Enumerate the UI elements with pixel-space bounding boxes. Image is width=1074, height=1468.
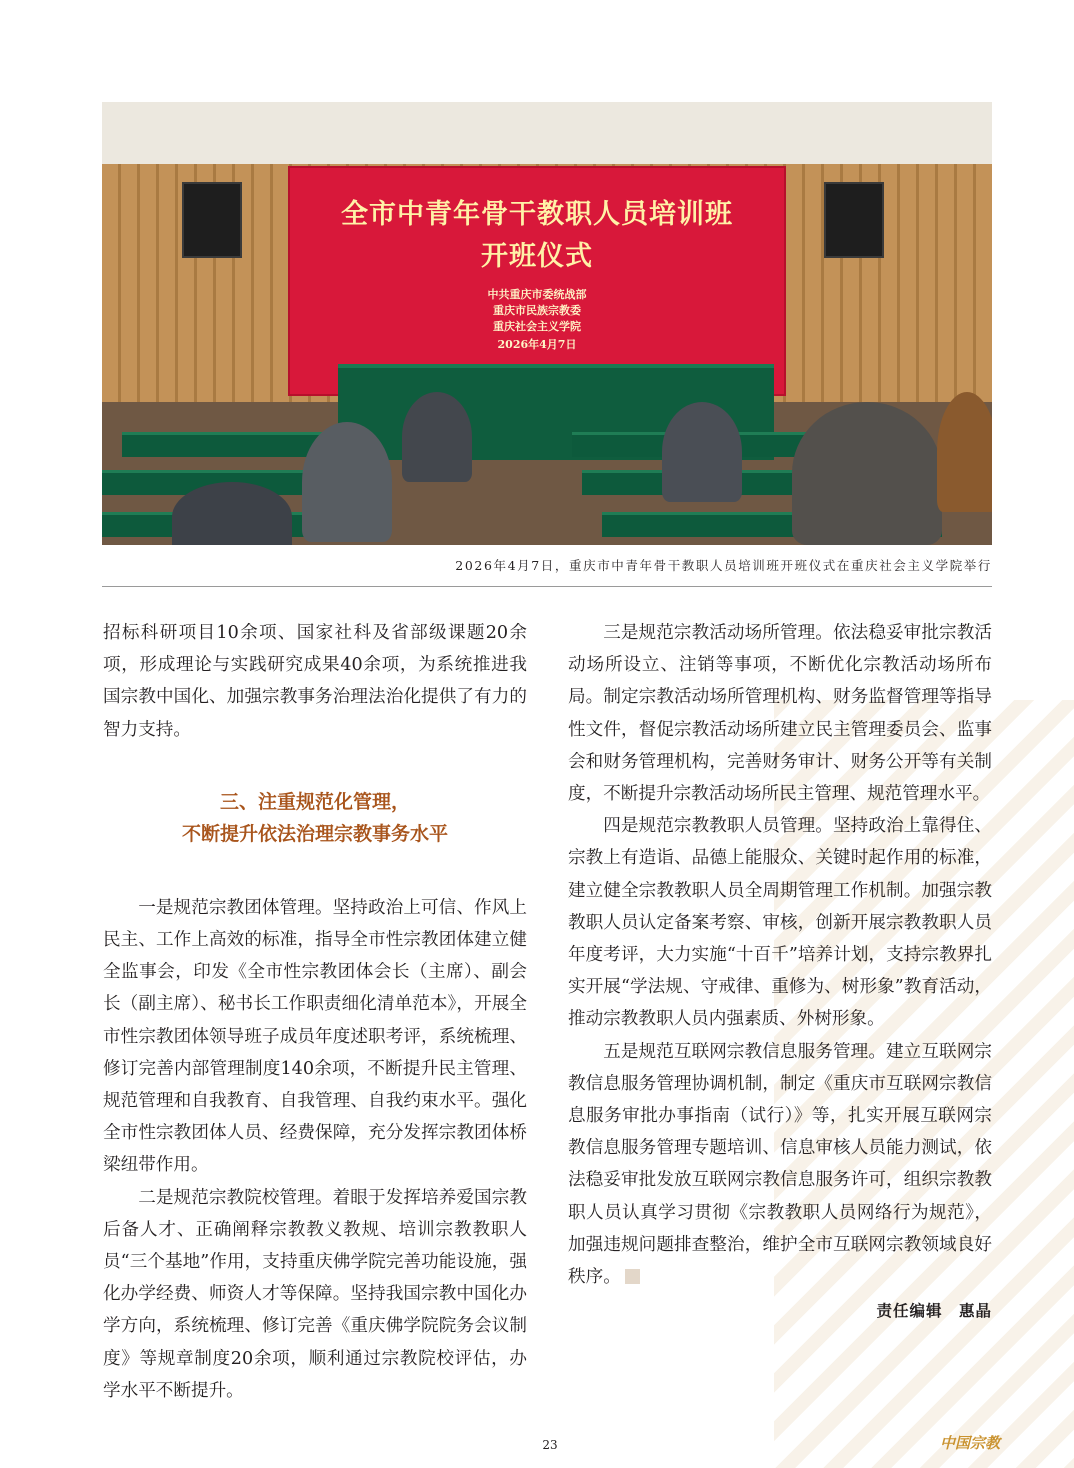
event-photo [102, 102, 992, 545]
attendee [302, 422, 392, 542]
attendee [662, 402, 742, 502]
paragraph-continuation: 招标科研项目10余项、国家社科及省部级课题20余项，形成理论与实践研究成果40余项，为系统推进我国宗教中国化、加强宗教事务治理法治化提供了有力的智力支持。 [103, 623, 527, 740]
paragraph-internet-religion-text: 五是规范互联网宗教信息服务管理。建立互联网宗教信息服务管理协调机制，制定《重庆市互联网宗教信息服务审批办事指南（试行）》等，扎实开展互联网宗教信息服务管理专题培训、信息审核人员能力测试，依法稳妥审批发放互联网宗教信息服务许可，组织宗教教职人员认真学习贯彻《宗教教职人员网络行为规范》，加强违规问题排查整治，维护全市互联网宗教领域良好秩序。 [568, 1041, 992, 1288]
attendee [792, 402, 942, 545]
photo-caption: 2026年4月7日，重庆市中青年骨干教职人员培训班开班仪式在重庆社会主义学院举行 [455, 558, 992, 573]
paragraph-religious-venues: 三是规范宗教活动场所管理。依法稳妥审批宗教活动场所设立、注销等事项，不断优化宗教活动场所布局。制定宗教活动场所管理机构、财务监督管理等指导性文件，督促宗教活动场所建立民主管理委员会、监事会和财务管理机构，完善财务审计、财务公开等有关制度，不断提升宗教活动场所民主管理、规范管理水平。 [568, 623, 992, 805]
banner-org1: 中共重庆市委统战部 [487, 288, 587, 301]
speaker-left [182, 182, 242, 258]
end-mark [625, 1269, 640, 1284]
paragraph-clergy-management: 四是规范宗教教职人员管理。坚持政治上靠得住、宗教上有造诣、品德上能服众、关键时起作用的标准，建立健全宗教教职人员全周期管理工作机制。加强宗教教职人员认定备案考察、审核，创新开展宗教教职人员年度考评，大力实施“十百千”培养计划，支持宗教界扎实开展“学法规、守戒律、重修为、树形象”教育活动，推动宗教教职人员内强素质、外树形象。 [568, 816, 992, 1030]
section-heading-line2: 不断提升依法治理宗教事务水平 [181, 822, 448, 845]
page-number: 23 [542, 1438, 558, 1452]
attendee [402, 392, 472, 482]
banner-org3: 重庆社会主义学院 [493, 320, 581, 333]
section-heading-line1: 三、注重规范化管理， [219, 790, 410, 813]
banner-date: 2026年4月7日 [497, 338, 577, 351]
event-banner [288, 166, 786, 396]
right-column [568, 617, 992, 1327]
desk-row [122, 432, 322, 457]
banner-title-line2: 开班仪式 [481, 241, 593, 272]
section-heading [103, 786, 527, 850]
caption-divider [102, 586, 992, 587]
banner-org2: 重庆市民族宗教委 [493, 304, 581, 317]
left-column [103, 617, 527, 1407]
paragraph-internet-religion [568, 1036, 992, 1294]
magazine-brand: 中国宗教 [939, 1434, 1000, 1452]
attendee [937, 392, 992, 512]
photo-ceiling [102, 102, 992, 164]
paragraph-religious-schools: 二是规范宗教院校管理。着眼于发挥培养爱国宗教后备人才、正确阐释宗教教义教规、培训宗教教职人员“三个基地”作用，支持重庆佛学院完善功能设施，强化办学经费、师资人才等保障。坚持我国宗教中国化办学方向，系统梳理、修订完善《重庆佛学院院务会议制度》等规章制度20余项，顺利通过宗教院校评估，办学水平不断提升。 [103, 1187, 527, 1401]
banner-title-line1: 全市中青年骨干教职人员培训班 [341, 199, 733, 230]
responsible-editor: 责任编辑 惠晶 [876, 1301, 992, 1321]
speaker-right [824, 182, 884, 258]
attendee [172, 482, 292, 545]
paragraph-religious-groups: 一是规范宗教团体管理。坚持政治上可信、作风上民主、工作上高效的标准，指导全市性宗教团体建立健全监事会，印发《全市性宗教团体会长（主席）、副会长（副主席）、秘书长工作职责细化清单范本》，开展全市性宗教团体领导班子成员年度述职考评，系统梳理、修订完善内部管理制度140余项，不断提升民主管理、规范管理和自我教育、自我管理、自我约束水平。强化全市性宗教团体人员、经费保障，充分发挥宗教团体桥梁纽带作用。 [103, 897, 527, 1176]
